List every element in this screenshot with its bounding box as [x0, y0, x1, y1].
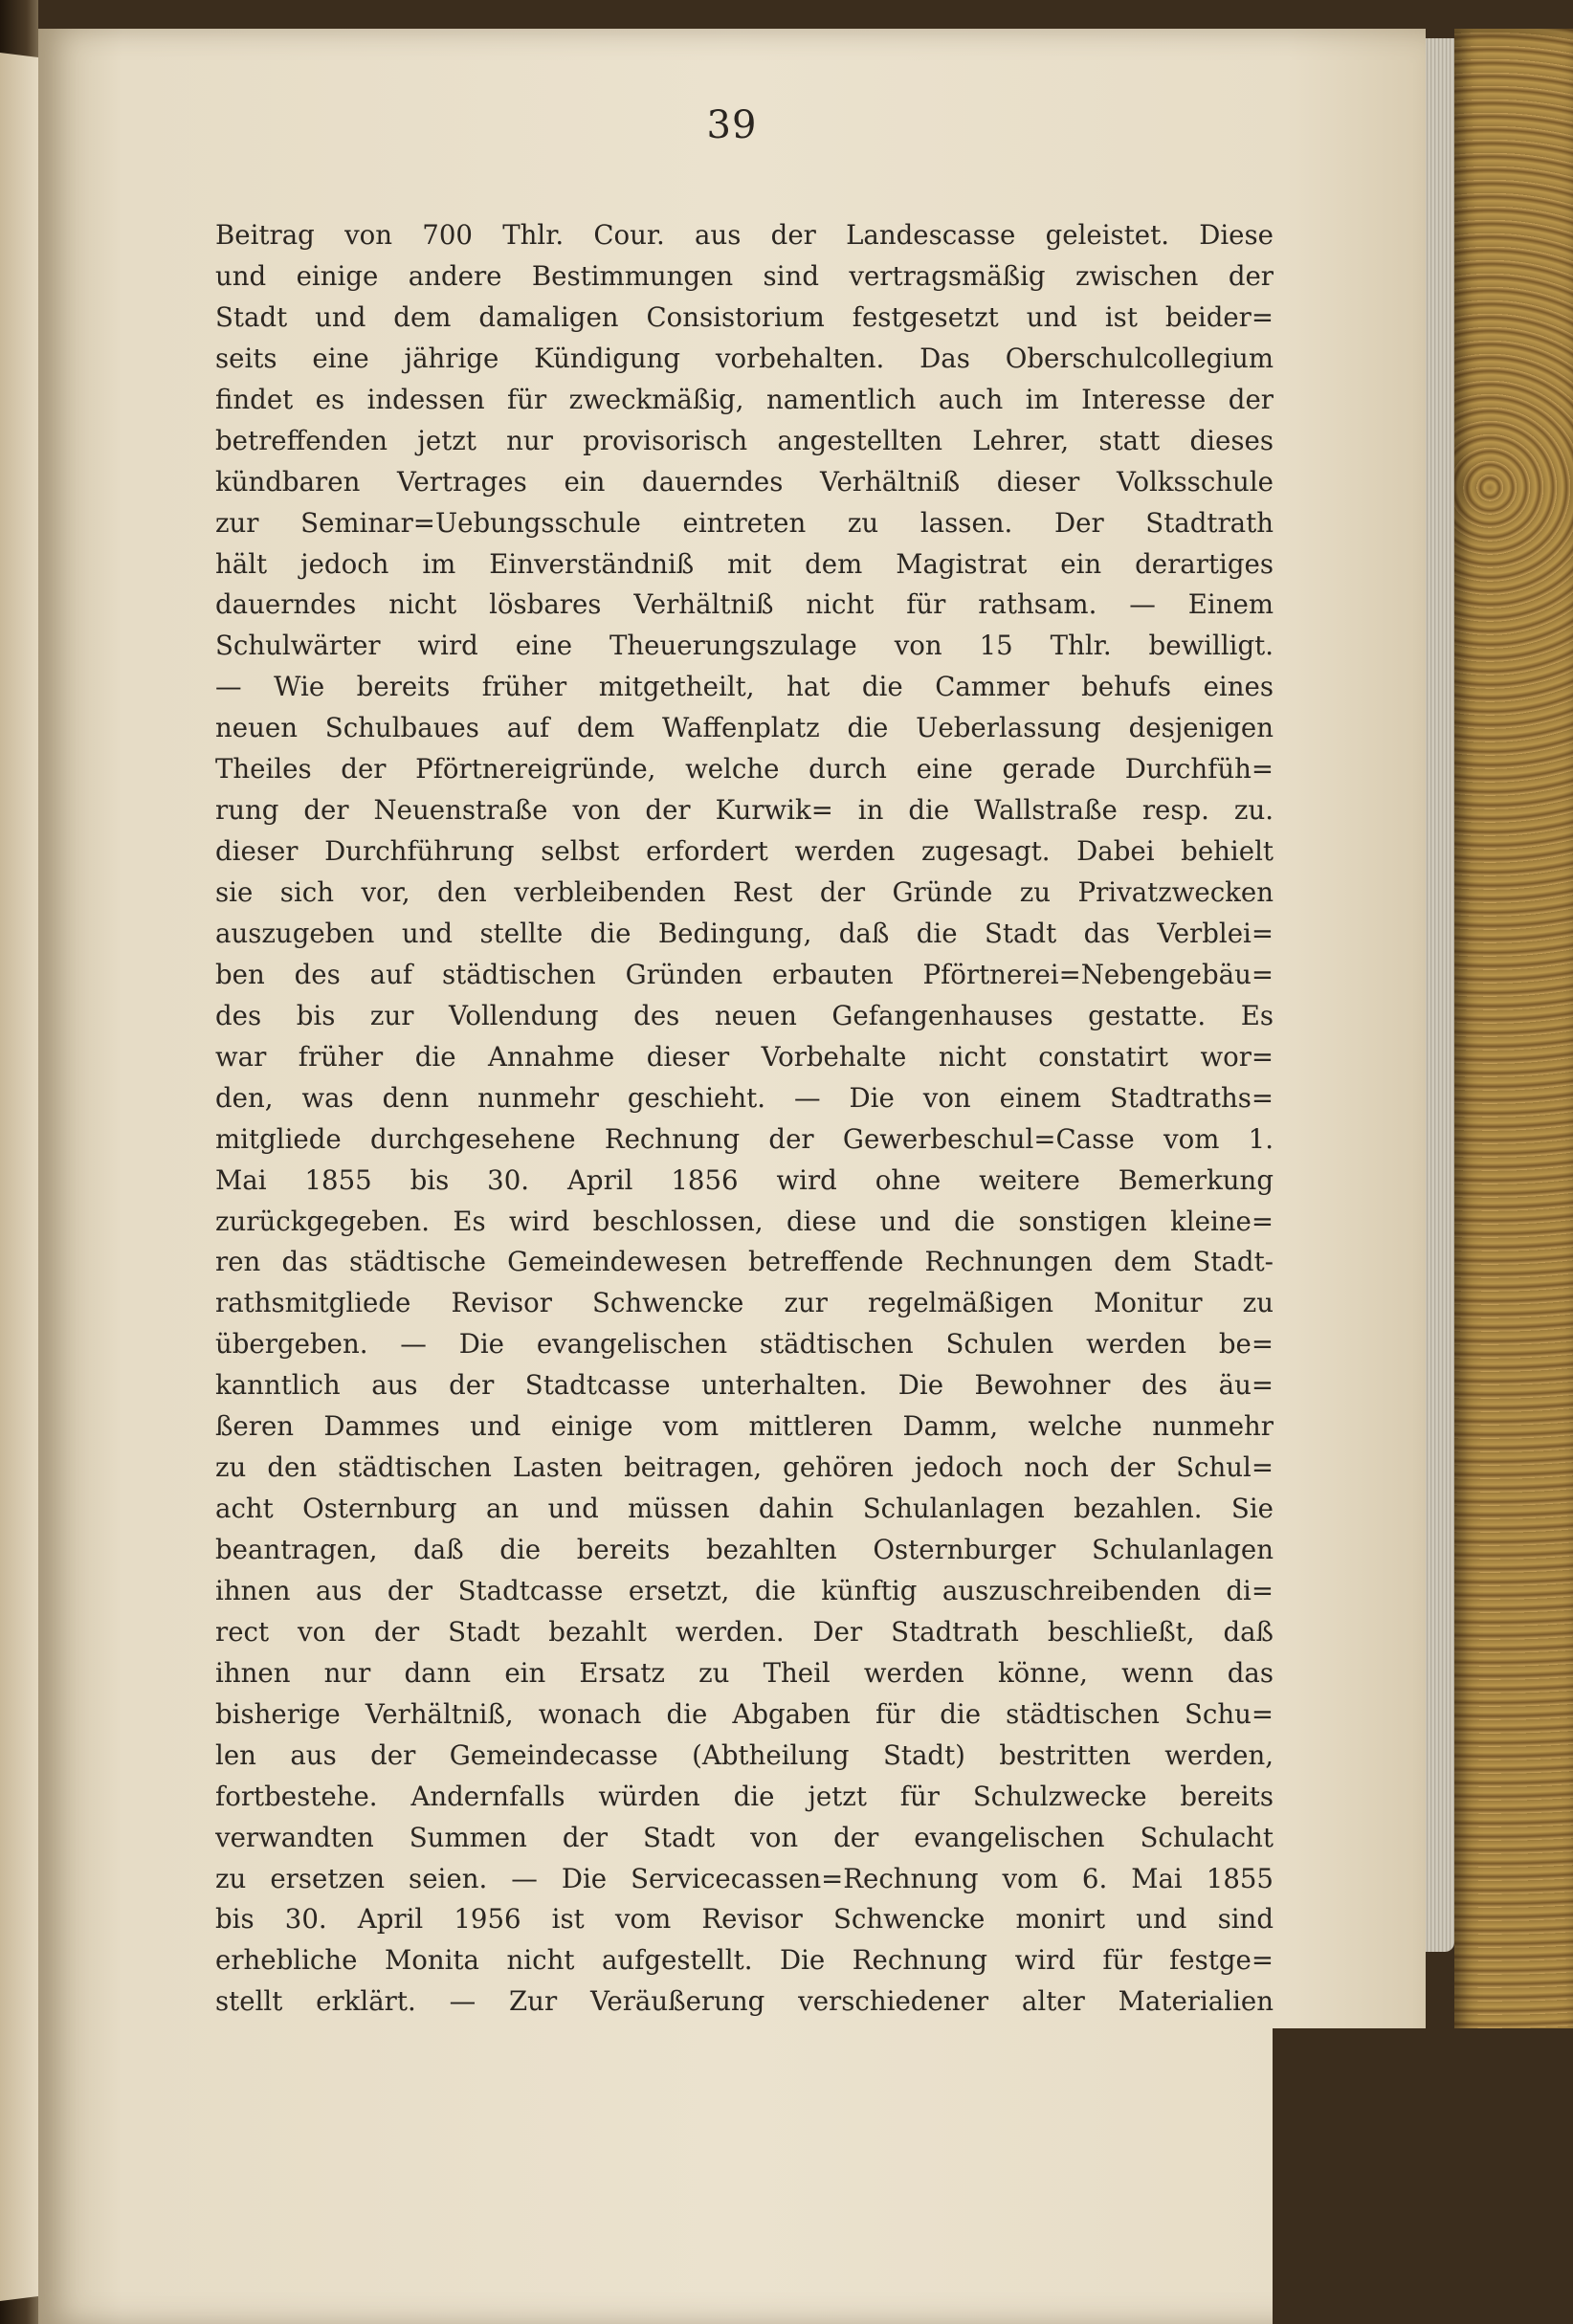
- text-line: zu den städtischen Lasten beitragen, gehören jedoch noch der Schul=: [215, 1451, 1274, 1484]
- text-line: ihnen nur dann ein Ersatz zu Theil werden könne, wenn das: [215, 1656, 1274, 1689]
- text-line: Mai 1855 bis 30. April 1856 wird ohne weitere Bemerkung: [215, 1163, 1274, 1196]
- text-line: — Wie bereits früher mitgetheilt, hat die Cammer behufs eines: [215, 671, 1274, 703]
- text-line: zur Seminar=Uebungsschule eintreten zu lassen. Der Stadtrath: [215, 506, 1274, 539]
- text-line: bisherige Verhältniß, wonach die Abgaben für die städtischen Schu=: [215, 1697, 1274, 1730]
- text-line: kündbaren Vertrages ein dauerndes Verhältniß dieser Volksschule: [215, 465, 1274, 498]
- text-line: verwandten Summen der Stadt von der evangelischen Schulacht: [215, 1821, 1274, 1853]
- text-line: auszugeben und stellte die Bedingung, daß die Stadt das Verblei=: [215, 917, 1274, 949]
- text-line: sie sich vor, den verbleibenden Rest der Gründe zu Privatzwecken: [215, 876, 1274, 908]
- text-line: kanntlich aus der Stadtcasse unterhalten. Die Bewohner des äu=: [215, 1369, 1274, 1402]
- text-line: dieser Durchführung selbst erfordert werden zugesagt. Dabei behielt: [215, 835, 1274, 868]
- text-line: und einige andere Bestimmungen sind vertragsmäßig zwischen der: [215, 259, 1274, 292]
- book-cover-edge: [1454, 29, 1573, 2324]
- text-line: zu ersetzen seien. — Die Servicecassen=Rechnung vom 6. Mai 1855: [215, 1862, 1274, 1894]
- text-line: len aus der Gemeindecasse (Abtheilung Stadt) bestritten werden,: [215, 1738, 1274, 1771]
- text-line: war früher die Annahme dieser Vorbehalte nicht constatirt wor=: [215, 1040, 1274, 1073]
- text-line: bis 30. April 1956 ist vom Revisor Schwencke monirt und sind: [215, 1903, 1274, 1936]
- text-line: Beitrag von 700 Thlr. Cour. aus der Landescasse geleistet. Diese: [215, 219, 1274, 251]
- text-line: beantragen, daß die bereits bezahlten Osternburger Schulanlagen: [215, 1534, 1274, 1565]
- text-line: seits eine jährige Kündigung vorbehalten. Das Oberschulcollegium: [215, 342, 1274, 374]
- text-line: Schulwärter wird eine Theuerungszulage von 15 Thlr. bewilligt.: [215, 630, 1274, 662]
- book-page: [38, 29, 1426, 2324]
- text-line: ben des auf städtischen Gründen erbauten Pförtnerei=Nebengebäu=: [215, 958, 1274, 990]
- text-line: neuen Schulbaues auf dem Waffenplatz die Ueberlassung desjenigen: [215, 712, 1274, 744]
- text-line: rect von der Stadt bezahlt werden. Der Stadtrath beschließt, daß: [215, 1615, 1274, 1648]
- text-line: des bis zur Vollendung des neuen Gefangenhauses gestatte. Es: [215, 999, 1274, 1031]
- text-line: findet es indessen für zweckmäßig, namentlich auch im Interesse der: [215, 383, 1274, 415]
- text-line: ren das städtische Gemeindewesen betreffende Rechnungen dem Stadt-: [215, 1246, 1274, 1278]
- facing-page-edge: [0, 0, 38, 2324]
- text-line: zurückgegeben. Es wird beschlossen, diese und die sonstigen kleine=: [215, 1205, 1274, 1237]
- page-number: 39: [706, 103, 758, 147]
- text-line: fortbestehe. Andernfalls würden die jetzt für Schulzwecke bereits: [215, 1780, 1274, 1812]
- text-line: dauerndes nicht lösbares Verhältniß nicht für rathsam. — Einem: [215, 588, 1274, 621]
- text-line: Stadt und dem damaligen Consistorium festgesetzt und ist beider=: [215, 300, 1274, 333]
- text-line: acht Osternburg an und müssen dahin Schulanlagen bezahlen. Sie: [215, 1493, 1274, 1525]
- text-line: ihnen aus der Stadtcasse ersetzt, die künftig auszuschreibenden di=: [215, 1574, 1274, 1606]
- text-line: ßeren Dammes und einige vom mittleren Damm, welche nunmehr: [215, 1410, 1274, 1443]
- text-line: den, was denn nunmehr geschieht. — Die von einem Stadtraths=: [215, 1081, 1274, 1114]
- text-line: übergeben. — Die evangelischen städtischen Schulen werden be=: [215, 1328, 1274, 1361]
- background-corner: [1273, 2028, 1573, 2324]
- text-line: rung der Neuenstraße von der Kurwik= in die Wallstraße resp. zu.: [215, 794, 1274, 827]
- text-line: mitgliede durchgesehene Rechnung der Gewerbeschul=Casse vom 1.: [215, 1122, 1274, 1155]
- text-line: stellt erklärt. — Zur Veräußerung verschiedener alter Materialien: [215, 1985, 1274, 2018]
- text-line: betreffenden jetzt nur provisorisch angestellten Lehrer, statt dieses: [215, 424, 1274, 456]
- text-line: Theiles der Pförtnereigründe, welche durch eine gerade Durchfüh=: [215, 753, 1274, 786]
- text-line: rathsmitgliede Revisor Schwencke zur regelmäßigen Monitur zu: [215, 1287, 1274, 1319]
- text-line: hält jedoch im Einverständniß mit dem Magistrat ein derartiges: [215, 547, 1274, 580]
- body-text: [215, 215, 1274, 2023]
- text-line: erhebliche Monita nicht aufgestellt. Die Rechnung wird für festge=: [215, 1944, 1274, 1977]
